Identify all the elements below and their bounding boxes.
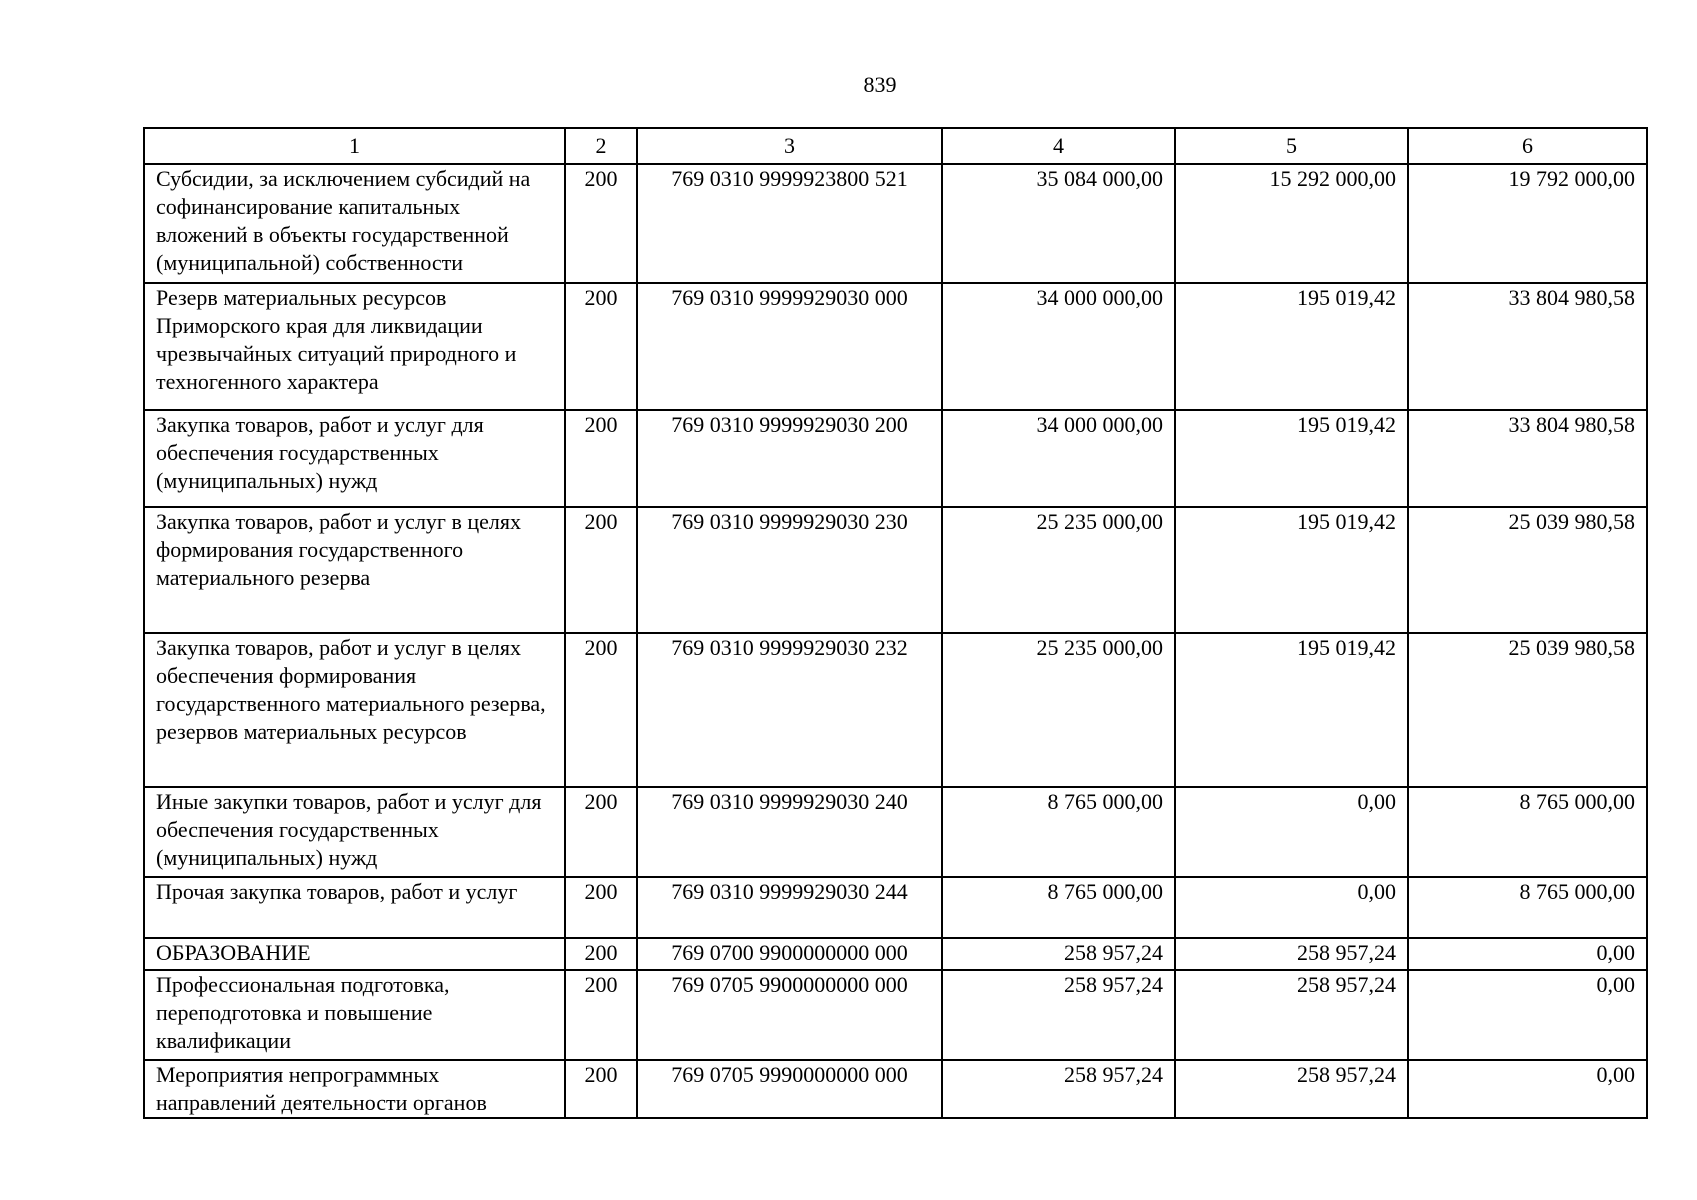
row-col6: 33 804 980,58 [1408, 283, 1647, 410]
row-col4: 258 957,24 [942, 938, 1175, 970]
row-col6: 8 765 000,00 [1408, 877, 1647, 938]
row-code: 769 0310 9999929030 230 [637, 507, 942, 633]
row-col2: 200 [565, 787, 637, 877]
row-col4: 35 084 000,00 [942, 164, 1175, 283]
table-row [144, 410, 1647, 507]
row-col4: 258 957,24 [942, 1060, 1175, 1118]
column-header-2: 2 [565, 128, 637, 164]
row-col6: 0,00 [1408, 1060, 1647, 1118]
row-col4: 8 765 000,00 [942, 787, 1175, 877]
column-header-6: 6 [1408, 128, 1647, 164]
row-code: 769 0310 9999929030 240 [637, 787, 942, 877]
row-code: 769 0310 9999929030 244 [637, 877, 942, 938]
row-col4: 34 000 000,00 [942, 283, 1175, 410]
column-header-5: 5 [1175, 128, 1408, 164]
row-name: Резерв материальных ресурсов Приморского края для ликвидации чрезвычайных ситуаций природного и техногенного характера [144, 283, 565, 410]
row-col2: 200 [565, 877, 637, 938]
row-col2: 200 [565, 507, 637, 633]
column-header-3: 3 [637, 128, 942, 164]
row-name: Профессиональная подготовка, переподготовка и повышение квалификации [144, 970, 565, 1060]
row-col6: 25 039 980,58 [1408, 633, 1647, 787]
budget-table [143, 127, 1648, 1119]
row-code: 769 0705 9900000000 000 [637, 970, 942, 1060]
row-col6: 0,00 [1408, 938, 1647, 970]
table-row [144, 164, 1647, 283]
row-col4: 25 235 000,00 [942, 507, 1175, 633]
row-name: Закупка товаров, работ и услуг для обеспечения государственных (муниципальных) нужд [144, 410, 565, 507]
table-row [144, 877, 1647, 938]
row-col5: 195 019,42 [1175, 633, 1408, 787]
row-col6: 33 804 980,58 [1408, 410, 1647, 507]
row-col6: 19 792 000,00 [1408, 164, 1647, 283]
row-col6: 8 765 000,00 [1408, 787, 1647, 877]
row-col6: 0,00 [1408, 970, 1647, 1060]
row-col6: 25 039 980,58 [1408, 507, 1647, 633]
table-row [144, 633, 1647, 787]
row-code: 769 0700 9900000000 000 [637, 938, 942, 970]
row-code: 769 0310 9999929030 000 [637, 283, 942, 410]
row-col4: 8 765 000,00 [942, 877, 1175, 938]
table-header [144, 128, 1647, 164]
page-number: 839 [863, 72, 897, 97]
table-row [144, 970, 1647, 1060]
header-row [144, 128, 1647, 164]
row-col5: 0,00 [1175, 787, 1408, 877]
row-code: 769 0310 9999929030 232 [637, 633, 942, 787]
row-col5: 258 957,24 [1175, 1060, 1408, 1118]
row-name: Мероприятия непрограммных направлений деятельности органов [144, 1060, 565, 1118]
table-row [144, 283, 1647, 410]
table-row [144, 938, 1647, 970]
column-header-4: 4 [942, 128, 1175, 164]
row-col5: 258 957,24 [1175, 938, 1408, 970]
row-name: ОБРАЗОВАНИЕ [144, 938, 565, 970]
row-name: Субсидии, за исключением субсидий на софинансирование капитальных вложений в объекты государственной (муниципальной) собственности [144, 164, 565, 283]
row-col5: 195 019,42 [1175, 410, 1408, 507]
row-col4: 258 957,24 [942, 970, 1175, 1060]
row-code: 769 0310 9999929030 200 [637, 410, 942, 507]
row-code: 769 0310 9999923800 521 [637, 164, 942, 283]
row-col2: 200 [565, 283, 637, 410]
table-row [144, 1060, 1647, 1118]
row-name: Прочая закупка товаров, работ и услуг [144, 877, 565, 938]
row-col2: 200 [565, 938, 637, 970]
row-name: Иные закупки товаров, работ и услуг для обеспечения государственных (муниципальных) нужд [144, 787, 565, 877]
row-name: Закупка товаров, работ и услуг в целях обеспечения формирования государственного материального резерва, резервов материальных ресурсов [144, 633, 565, 787]
row-code: 769 0705 9990000000 000 [637, 1060, 942, 1118]
column-header-1: 1 [144, 128, 565, 164]
row-col2: 200 [565, 633, 637, 787]
table-row [144, 507, 1647, 633]
row-col5: 258 957,24 [1175, 970, 1408, 1060]
row-col2: 200 [565, 164, 637, 283]
row-col4: 34 000 000,00 [942, 410, 1175, 507]
row-name: Закупка товаров, работ и услуг в целях формирования государственного материального резерва [144, 507, 565, 633]
row-col4: 25 235 000,00 [942, 633, 1175, 787]
table-body [144, 164, 1647, 1118]
row-col5: 195 019,42 [1175, 283, 1408, 410]
row-col5: 195 019,42 [1175, 507, 1408, 633]
row-col2: 200 [565, 1060, 637, 1118]
row-col2: 200 [565, 410, 637, 507]
table-row [144, 787, 1647, 877]
row-col5: 15 292 000,00 [1175, 164, 1408, 283]
row-col5: 0,00 [1175, 877, 1408, 938]
row-col2: 200 [565, 970, 637, 1060]
